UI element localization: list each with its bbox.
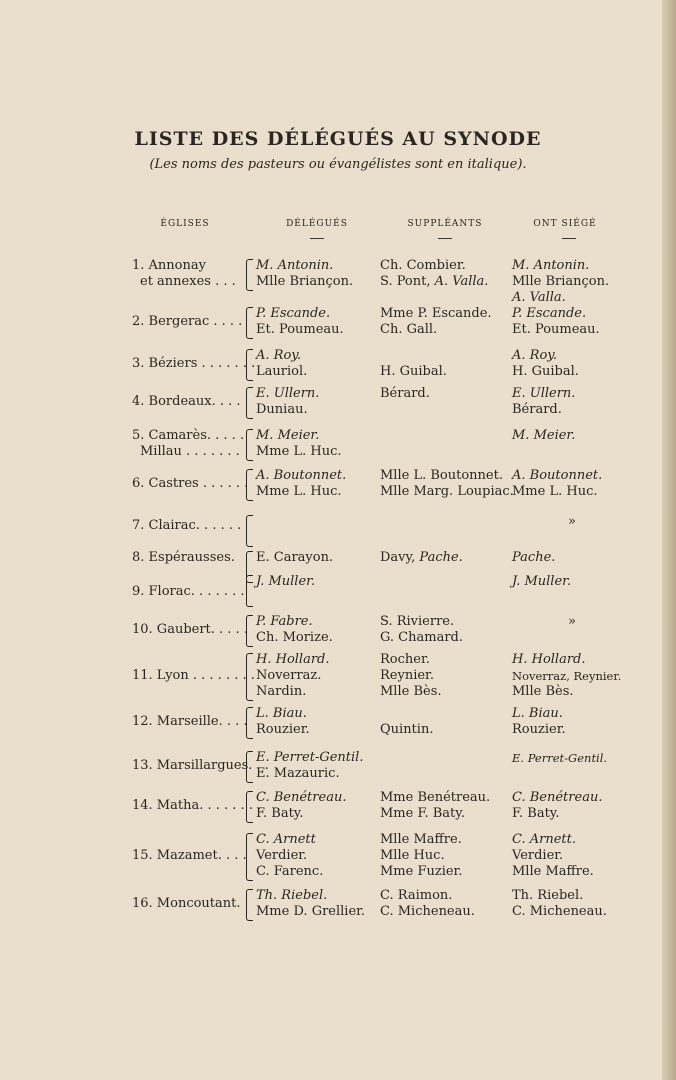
brace — [246, 833, 253, 881]
header-rule — [438, 238, 452, 239]
delegates-cell — [256, 652, 384, 700]
ont-siege-cell — [512, 750, 672, 766]
ont-siege-cell — [512, 888, 672, 920]
delegate-name: J. Muller. — [256, 574, 316, 589]
delegate-name: A. Roy. — [256, 348, 302, 363]
church-name: 8. Espérausses. — [132, 550, 235, 565]
church-cell — [132, 314, 252, 330]
ont-siege-cell — [512, 468, 672, 500]
delegates-cell — [256, 386, 384, 418]
ont-siege-name: L. Biau. — [512, 706, 563, 721]
ont-siege-name: A. Roy. — [512, 348, 558, 363]
church-cell — [132, 584, 252, 600]
suppleant-name: Rocher. — [380, 652, 430, 667]
ont-siege-cell — [512, 348, 672, 380]
ont-siege-name: Mlle Bès. — [512, 684, 574, 699]
suppleant-name: Mlle Bès. — [380, 684, 442, 699]
delegates-cell — [256, 790, 384, 822]
suppleant-name: S. Pont, A. Valla. — [380, 274, 489, 289]
header-ont-siege: ONT SIÉGÉ — [533, 219, 597, 229]
ont-siege-cell — [512, 550, 672, 566]
delegate-name: M. Meier. — [256, 428, 320, 443]
delegates-cell — [256, 574, 384, 590]
brace — [246, 307, 253, 339]
church-name: 4. Bordeaux. . . . — [132, 394, 241, 409]
suppleant-name: Davy, Pache. — [380, 550, 463, 565]
suppleant-name: H. Guibal. — [380, 364, 447, 379]
ont-siege-name: H. Hollard. — [512, 652, 586, 667]
suppleant-name — [380, 444, 520, 460]
ont-siege-name: Th. Riebel. — [512, 888, 584, 903]
delegate-name: C. Benétreau. — [256, 790, 347, 805]
church-cell — [132, 518, 252, 534]
church-cell — [132, 258, 252, 290]
suppleant-name: Mlle L. Boutonnet. — [380, 468, 503, 483]
ont-siege-name: Bérard. — [512, 402, 562, 417]
brace — [246, 707, 253, 739]
ont-siege-name: » — [568, 614, 576, 629]
delegate-name: H. Hollard. — [256, 652, 330, 667]
ont-siege-name: Mlle Maffre. — [512, 864, 594, 879]
church-cell — [132, 798, 262, 814]
ont-siege-name: Et. Poumeau. — [512, 322, 600, 337]
ont-siege-cell — [512, 652, 672, 700]
church-name: 1. Annonay — [132, 258, 206, 273]
delegate-name: P. Escande. — [256, 306, 331, 321]
church-cell — [132, 848, 252, 864]
church-name: Millau . . . . . . . — [140, 444, 240, 459]
suppleants-cell — [380, 428, 520, 460]
ont-siege-name: J. Muller. — [512, 574, 572, 589]
church-name: 3. Béziers . . . . . . . — [132, 356, 256, 371]
suppleants-cell — [380, 832, 520, 880]
church-cell — [132, 550, 252, 566]
church-name: 2. Bergerac . . . . — [132, 314, 243, 329]
ont-siege-name: Mlle Briançon. — [512, 274, 610, 289]
delegate-name: L. Biau. — [256, 706, 307, 721]
brace — [246, 791, 253, 823]
church-name: 6. Castres . . . . . . — [132, 476, 249, 491]
delegates-cell — [256, 258, 384, 290]
church-name: 12. Marseille. . . . — [132, 714, 248, 729]
suppleants-cell — [380, 888, 520, 920]
suppleants-cell — [380, 348, 520, 380]
church-cell — [132, 622, 252, 638]
church-name: 7. Clairac. . . . . . — [132, 518, 242, 533]
delegate-name: E. Perret-Gentil. — [256, 750, 364, 765]
ont-siege-name: E. Ullern. — [512, 386, 576, 401]
brace — [246, 259, 253, 291]
page-title: LISTE DES DÉLÉGUÉS AU SYNODE — [134, 128, 542, 150]
church-name: 16. Moncoutant. — [132, 896, 241, 911]
ont-siege-name: M. Antonin. — [512, 258, 590, 273]
delegate-name: F. Baty. — [256, 806, 304, 821]
delegates-cell — [256, 706, 384, 738]
ont-siege-cell — [512, 574, 672, 590]
suppleants-cell — [380, 468, 520, 500]
suppleant-name: Bérard. — [380, 386, 430, 401]
suppleant-name: Mlle Maffre. — [380, 832, 462, 847]
delegates-cell — [256, 550, 384, 566]
church-name: 10. Gaubert. . . . . — [132, 622, 248, 637]
suppleant-name: Reynier. — [380, 668, 434, 683]
header-suppleants: SUPPLÉANTS — [407, 219, 483, 229]
suppleants-cell — [380, 614, 520, 646]
suppleant-name: Mme Fuzier. — [380, 864, 463, 879]
ont-siege-cell — [512, 306, 672, 338]
suppleant-name — [380, 348, 520, 364]
ont-siege-name: C. Micheneau. — [512, 904, 607, 919]
delegates-cell — [256, 750, 384, 782]
suppleants-cell — [380, 306, 520, 338]
church-name: 13. Marsillargues. . . — [132, 758, 269, 773]
church-cell — [132, 356, 256, 372]
suppleant-name: G. Chamard. — [380, 630, 464, 645]
suppleants-cell — [380, 790, 520, 822]
ont-siege-name: A. Boutonnet. — [512, 468, 603, 483]
church-cell — [132, 476, 252, 492]
suppleant-name: Mme Benétreau. — [380, 790, 491, 805]
ont-siege-name: Pache. — [512, 550, 556, 565]
suppleants-cell — [380, 258, 520, 290]
suppleants-cell — [380, 386, 520, 418]
church-cell — [132, 714, 252, 730]
ont-siege-cell — [512, 258, 672, 306]
ont-siege-name: C. Arnett. — [512, 832, 576, 847]
church-cell — [132, 668, 255, 684]
delegates-cell — [256, 888, 384, 920]
ont-siege-cell — [512, 832, 672, 880]
brace — [246, 349, 253, 381]
suppleants-cell — [380, 652, 520, 700]
delegate-name: E. Carayon. — [256, 550, 334, 565]
delegate-name: Verdier. — [256, 848, 308, 863]
church-name: 5. Camarès. . . . . — [132, 428, 245, 443]
suppleant-name: Mlle Marg. Loupiac. — [380, 484, 514, 499]
delegate-name: E. Ullern. — [256, 386, 320, 401]
delegate-name: Mme L. Huc. — [256, 444, 342, 459]
delegate-name: A. Boutonnet. — [256, 468, 347, 483]
delegate-name: C. Arnett — [256, 832, 316, 847]
ont-siege-name: » — [568, 514, 576, 529]
delegates-cell — [256, 306, 384, 338]
delegate-name: M. Antonin. — [256, 258, 334, 273]
ont-siege-name: Noverraz, Reynier. — [512, 669, 622, 683]
delegate-name: Lauriol. — [256, 364, 308, 379]
delegate-name: Duniau. — [256, 402, 308, 417]
brace — [246, 515, 253, 547]
ont-siege-cell — [512, 614, 672, 630]
ont-siege-cell — [512, 428, 672, 444]
brace — [246, 429, 253, 461]
suppleant-name: Mme F. Baty. — [380, 806, 466, 821]
delegate-name: Nardin. — [256, 684, 307, 699]
suppleant-name: S. Rivierre. — [380, 614, 455, 629]
ont-siege-name: M. Meier. — [512, 428, 576, 443]
brace — [246, 387, 253, 419]
church-name: 9. Florac. . . . . . . — [132, 584, 245, 599]
delegate-name: C. Farenc. — [256, 864, 324, 879]
ont-siege-cell — [512, 386, 672, 418]
delegates-cell — [256, 468, 384, 500]
delegates-cell — [256, 428, 384, 460]
church-name: et annexes . . . — [140, 274, 236, 289]
suppleant-name: Mme P. Escande. — [380, 306, 492, 321]
ont-siege-name: E. Perret-Gentil. — [512, 751, 608, 765]
suppleant-name: Ch. Gall. — [380, 322, 438, 337]
ont-siege-cell — [512, 706, 672, 738]
church-name: 15. Mazamet. . . . — [132, 848, 247, 863]
church-name: 11. Lyon . . . . . . . . — [132, 668, 255, 683]
brace — [246, 889, 253, 921]
church-cell — [132, 428, 252, 460]
header-eglises: ÉGLISES — [160, 219, 210, 229]
church-name: 14. Matha. . . . . . . . — [132, 798, 262, 813]
delegate-name: Th. Riebel. — [256, 888, 328, 903]
delegate-name: Ch. Morize. — [256, 630, 333, 645]
ont-siege-name: Mme L. Huc. — [512, 484, 598, 499]
ont-siege-name: A. Valla. — [512, 290, 566, 305]
delegate-name: Et. Poumeau. — [256, 322, 344, 337]
page-subtitle: (Les noms des pasteurs ou évangélistes sont en italique). — [149, 157, 527, 172]
header-rule — [310, 238, 324, 239]
ont-siege-cell — [512, 514, 672, 530]
church-cell — [132, 896, 252, 912]
suppleant-name — [380, 402, 520, 418]
ont-siege-name: C. Benétreau. — [512, 790, 603, 805]
delegate-name: Rouzier. — [256, 722, 310, 737]
delegates-cell — [256, 832, 384, 880]
suppleants-cell — [380, 550, 520, 566]
delegate-name: Mme L. Huc. — [256, 484, 342, 499]
suppleant-name: C. Raimon. — [380, 888, 453, 903]
brace — [246, 653, 253, 701]
header-rule — [562, 238, 576, 239]
suppleant-name — [380, 706, 520, 722]
ont-siege-name: P. Escande. — [512, 306, 587, 321]
ont-siege-cell — [512, 790, 672, 822]
suppleant-name: C. Micheneau. — [380, 904, 475, 919]
suppleant-name: Ch. Combier. — [380, 258, 466, 273]
delegate-name: P. Fabre. — [256, 614, 313, 629]
suppleants-cell — [380, 706, 520, 738]
brace — [246, 469, 253, 501]
suppleant-name: Quintin. — [380, 722, 434, 737]
delegate-name: E. Mazauric. — [256, 766, 340, 781]
delegates-cell — [256, 614, 384, 646]
ont-siege-name: F. Baty. — [512, 806, 560, 821]
delegate-name: Mme D. Grellier. — [256, 904, 366, 919]
church-cell — [132, 394, 252, 410]
delegates-cell — [256, 348, 384, 380]
ont-siege-name: H. Guibal. — [512, 364, 579, 379]
church-cell — [132, 758, 269, 774]
ont-siege-name: Verdier. — [512, 848, 564, 863]
delegate-name: Noverraz. — [256, 668, 322, 683]
brace — [246, 575, 253, 607]
delegate-name: Mlle Briançon. — [256, 274, 354, 289]
brace — [246, 751, 253, 783]
suppleant-name: Mlle Huc. — [380, 848, 445, 863]
header-delegues: DÉLÉGUÉS — [286, 219, 348, 229]
brace — [246, 615, 253, 647]
suppleant-name — [380, 428, 520, 444]
ont-siege-name: Rouzier. — [512, 722, 566, 737]
